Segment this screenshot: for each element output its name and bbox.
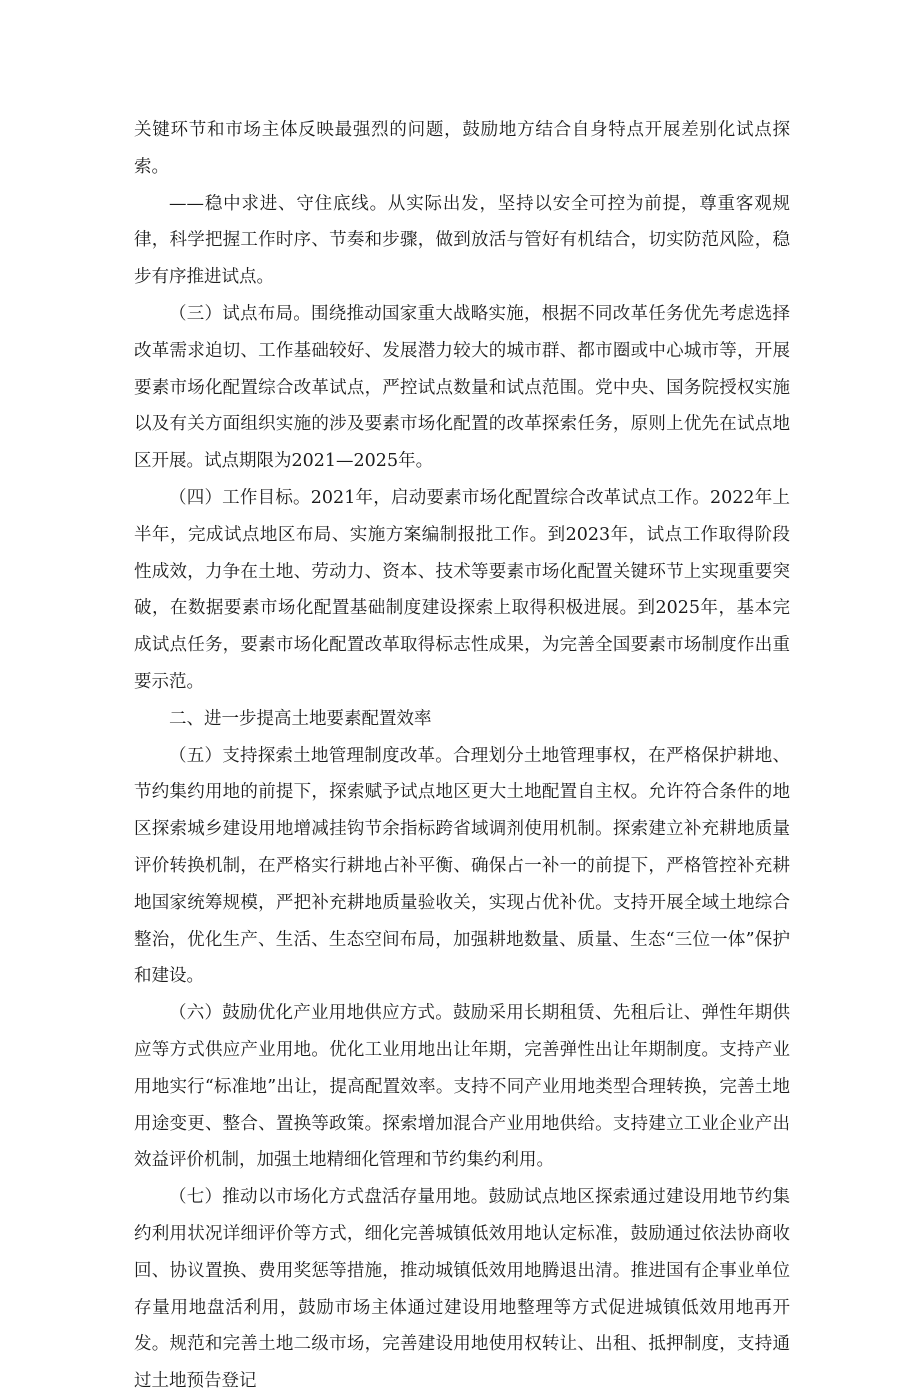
paragraph-continuation: 关键环节和市场主体反映最强烈的问题，鼓励地方结合自身特点开展差别化试点探索。 [134, 120, 790, 177]
paragraph-section-7: （七）推动以市场化方式盘活存量用地。鼓励试点地区探索通过建设用地节约集约利用状况详细评价等方式，细化完善城镇低效用地认定标准，鼓励通过依法协商收回、协议置换、费用奖惩等措施，推动城镇低效用地腾退出清。推进国有企事业单位存量用地盘活利用，鼓励市场主体通过建设用地整理等方式促进城镇低效用地再开发。规范和完善土地二级市场，完善建设用地使用权转让、出租、抵押制度，支持通过土地预告登记 [134, 1187, 790, 1392]
section-heading: 二、进一步提高土地要素配置效率 [169, 708, 432, 729]
paragraph-section-3: （三）试点布局。围绕推动国家重大战略实施，根据不同改革任务优先考虑选择改革需求迫切、工作基础较好、发展潜力较大的城市群、都市圈或中心城市等，开展要素市场化配置综合改革试点，严控试点数量和试点范围。党中央、国务院授权实施以及有关方面组织实施的涉及要素市场化配置的改革探索任务，原则上优先在试点地区开展。试点期限为2021—2025年。 [134, 303, 790, 472]
paragraph-principle: ——稳中求进、守住底线。从实际出发，坚持以安全可控为前提，尊重客观规律，科学把握工作时序、节奏和步骤，做到放活与管好有机结合，切实防范风险，稳步有序推进试点。 [134, 193, 790, 288]
paragraph-section-6: （六）鼓励优化产业用地供应方式。鼓励采用长期租赁、先租后让、弹性年期供应等方式供应产业用地。优化工业用地出让年期，完善弹性出让年期制度。支持产业用地实行“标准地”出让，提高配置效率。支持不同产业用地类型合理转换，完善土地用途变更、整合、置换等政策。探索增加混合产业用地供给。支持建立工业企业产出效益评价机制，加强土地精细化管理和节约集约利用。 [134, 1003, 790, 1171]
paragraph-section-4: （四）工作目标。2021年，启动要素市场化配置综合改革试点工作。2022年上半年，完成试点地区布局、实施方案编制报批工作。到2023年，试点工作取得阶段性成效，力争在土地、劳动力、资本、技术等要素市场化配置关键环节上实现重要突破，在数据要素市场化配置基础制度建设探索上取得积极进展。到2025年，基本完成试点任务，要素市场化配置改革取得标志性成果，为完善全国要素市场制度作出重要示范。 [134, 487, 790, 692]
paragraph-section-5: （五）支持探索土地管理制度改革。合理划分土地管理事权，在严格保护耕地、节约集约用地的前提下，探索赋予试点地区更大土地配置自主权。允许符合条件的地区探索城乡建设用地增减挂钩节余指标跨省域调剂使用机制。探索建立补充耕地质量评价转换机制，在严格实行耕地占补平衡、确保占一补一的前提下，严格管控补充耕地国家统筹规模，严把补充耕地质量验收关，实现占优补优。支持开展全域土地综合整治，优化生产、生活、生态空间布局，加强耕地数量、质量、生态“三位一体”保护和建设。 [134, 745, 790, 987]
document-body [134, 112, 790, 1400]
